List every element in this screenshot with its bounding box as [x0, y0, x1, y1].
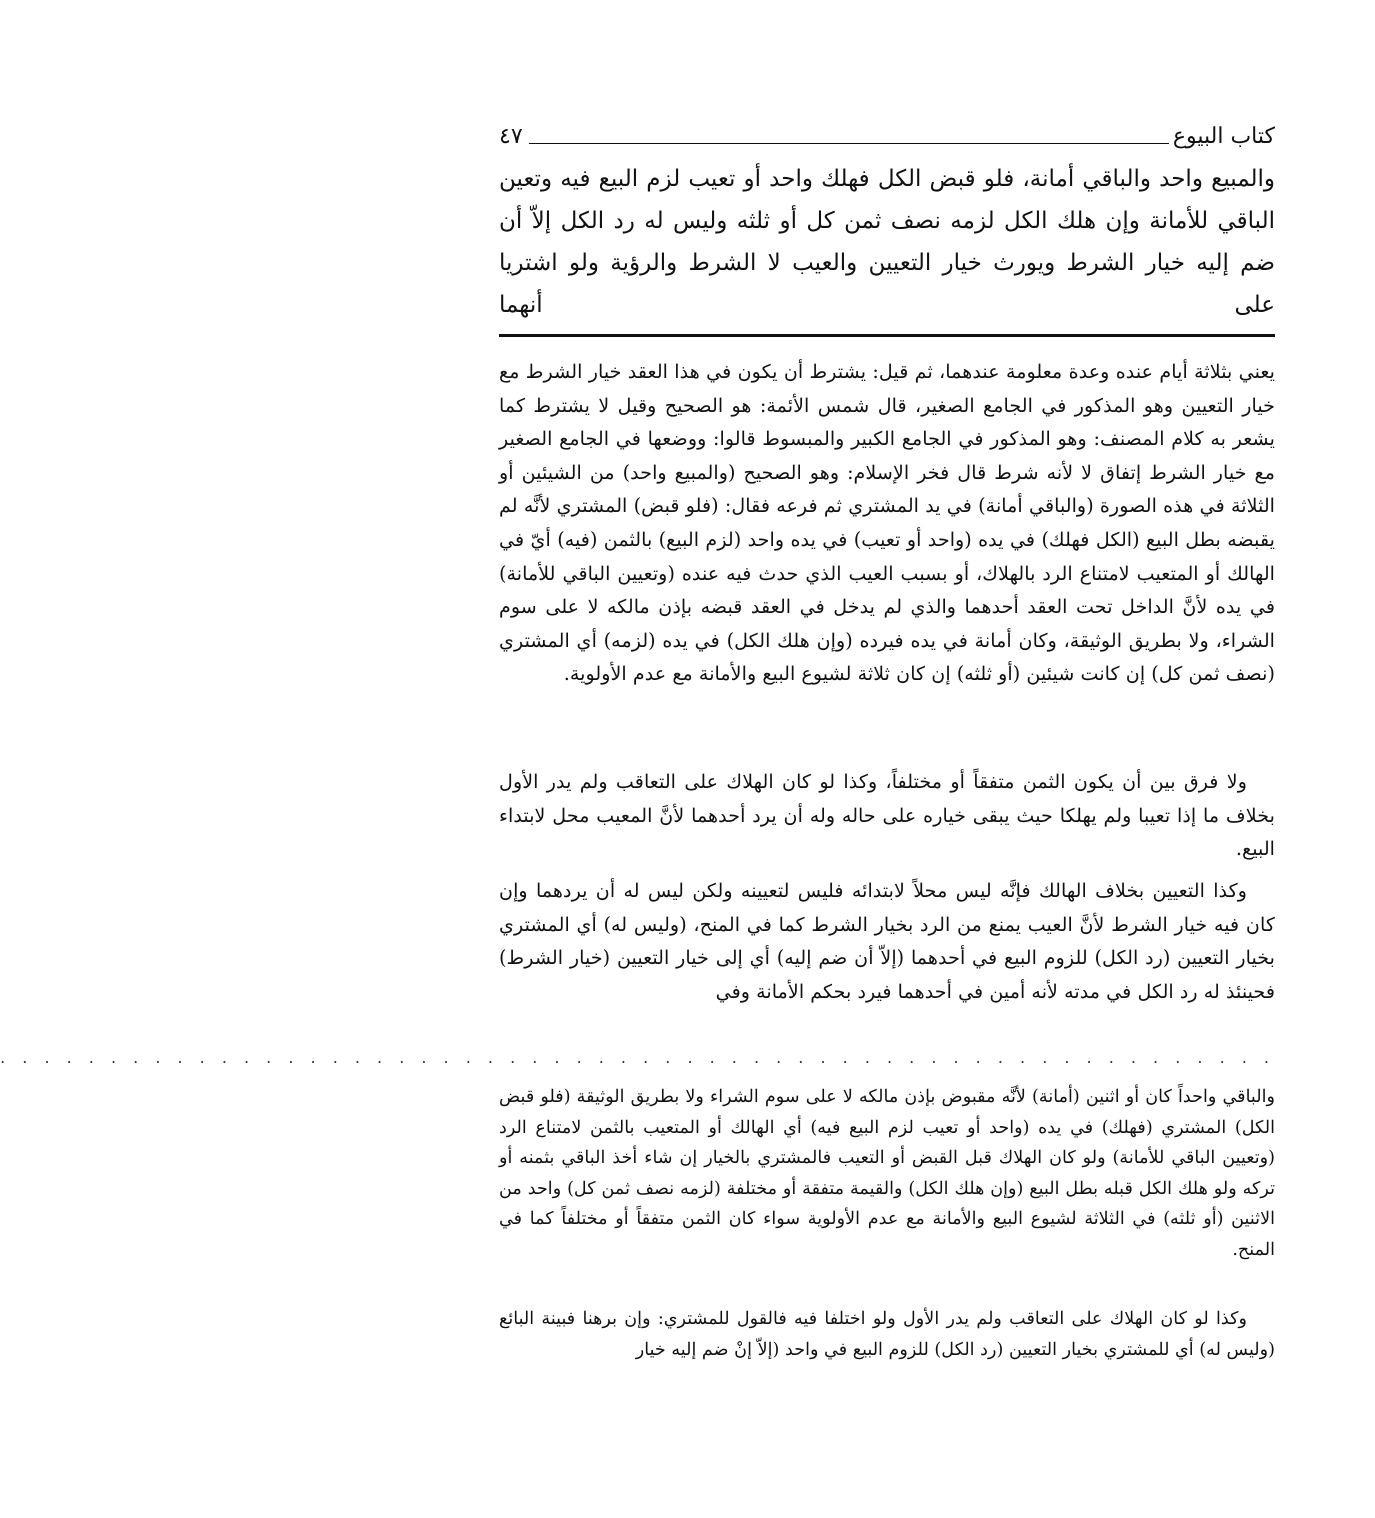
commentary: [499, 355, 1275, 1042]
footnote-paragraph: والباقي واحداً كان أو اثنين (أمانة) لأنَّه مقبوض بإذن مالكه لا على سوم الشراء ولا بطريق الوثيقة (فلو قبض الكل) المشتري (فهلك) في يده (واحد أو تعيب لزم البيع فيه) أي الهالك أو المتعيب بالثمن لامتناع الرد (وتعيين الباقي للأمانة) ولو كان الهلاك قبل القبض أو التعيب فالمشتري بالخيار إن شاء أخذ الباقي بثمنه أو تركه ولو هلك الكل قبله بطل البيع (وإن هلك الكل) والقيمة متفقة أو مختلفة (لزمه نصف ثمن كل) واحد من الاثنين (أو ثلثه) في الثلاثة لشيوع البيع والأمانة مع عدم الأولوية سواء كان الثمن متفقاً أو مختلفاً كما في المنح.: [499, 1087, 1275, 1260]
commentary-paragraph: يعني بثلاثة أيام عنده وعدة معلومة عندهما، ثم قيل: يشترط أن يكون في هذا العقد خيار الشرط مع خيار التعيين وهو المذكور في الجامع الصغير، قال شمس الأئمة: هو الصحيح وقيل لا يشترط كما يشعر به كلام المصنف: وهو المذكور في الجامع الكبير والمبسوط قالوا: ووضعها في الجامع الصغير مع خيار الشرط إتفاق لا لأنه شرط قال فخر الإسلام: وهو الصحيح (والمبيع واحد) من الشيئين أو الثلاثة في هذه الصورة (والباقي أمانة) في يد المشتري ثم فرعه فقال: (فلو قبض) المشتري لأنَّه لم يقبضه بطل البيع (الكل فهلك) في يده (واحد أو تعيب) في يده واحد (لزم البيع) بالثمن (فيه) أيّ في الهالك أو المتعيب لامتناع الرد بالهلاك، أو بسبب العيب الذي حدث فيه عنده (وتعيين الباقي للأمانة) في يده لأنَّ الداخل تحت العقد أحدهما والذي لم يدخل في العقد قبضه بإذن مالكه لا على سوم الشراء، ولا بطريق الوثيقة، وكان أمانة في يده فيرده (وإن هلك الكل) في يده (لزمه) أي المشتري (نصف ثمن كل) إن كانت شيئين (أو ثلثه) إن كان ثلاثة لشيوع البيع والأمانة مع عدم الأولوية.: [499, 360, 1275, 686]
page-number: ٤٧: [499, 124, 523, 149]
footnote-commentary: [499, 1082, 1275, 1366]
running-title: كتاب البيوع: [1172, 124, 1275, 149]
header-rule: [529, 143, 1169, 144]
book-page: [0, 112, 1275, 1366]
section-divider: [499, 334, 1275, 337]
main-text: والمبيع واحد والباقي أمانة، فلو قبض الكل فهلك واحد أو تعيب لزم البيع فيه وتعين الباقي للأمانة وإن هلك الكل لزمه نصف ثمن كل أو ثلثه وليس له رد الكل إلاّ أن ضم إليه خيار الشرط ويورث خيار التعيين والعيب لا الشرط والرؤية ولو اشتريا على أنهما: [499, 166, 1275, 318]
dotted-separator: . . . . . . . . . . . . . . . . . . . . . . . . . . . . . . . . . . . . . . . . . . . . . . . . . . . . . . . . . .: [0, 1048, 1275, 1067]
running-header: [499, 112, 1275, 148]
commentary-paragraph: ولا فرق بين أن يكون الثمن متفقاً أو مختلفاً، وكذا لو كان الهلاك على التعاقب ولم يدر الأول بخلاف ما إذا تعيبا ولم يهلكا حيث يبقى خياره على حاله وله أن يرد أحدهما لأنَّ المعيب محل لابتداء البيع.: [499, 770, 1275, 861]
footnote-paragraph: وكذا لو كان الهلاك على التعاقب ولم يدر الأول ولو اختلفا فيه فالقول للمشتري: وإن برهنا فبينة البائع (وليس له) أي للمشتري بخيار التعيين (رد الكل) للزوم البيع في واحد (إلاّ إنْ ضم إليه خيار: [499, 1309, 1275, 1360]
commentary-paragraph: وكذا التعيين بخلاف الهالك فإنَّه ليس محلاً لابتدائه فليس لتعيينه ولكن ليس له أن يردهما وإن كان فيه خيار الشرط لأنَّ العيب يمنع من الرد بخيار الشرط كما في المنح، (وليس له) أي المشتري بخيار التعيين (رد الكل) للزوم البيع في أحدهما (إلاّ أن ضم إليه) أي إلى خيار التعيين (خيار الشرط) فحينئذ له رد الكل في مدته لأنه أمين في أحدهما فيرد بحكم الأمانة وفي: [499, 879, 1275, 1003]
